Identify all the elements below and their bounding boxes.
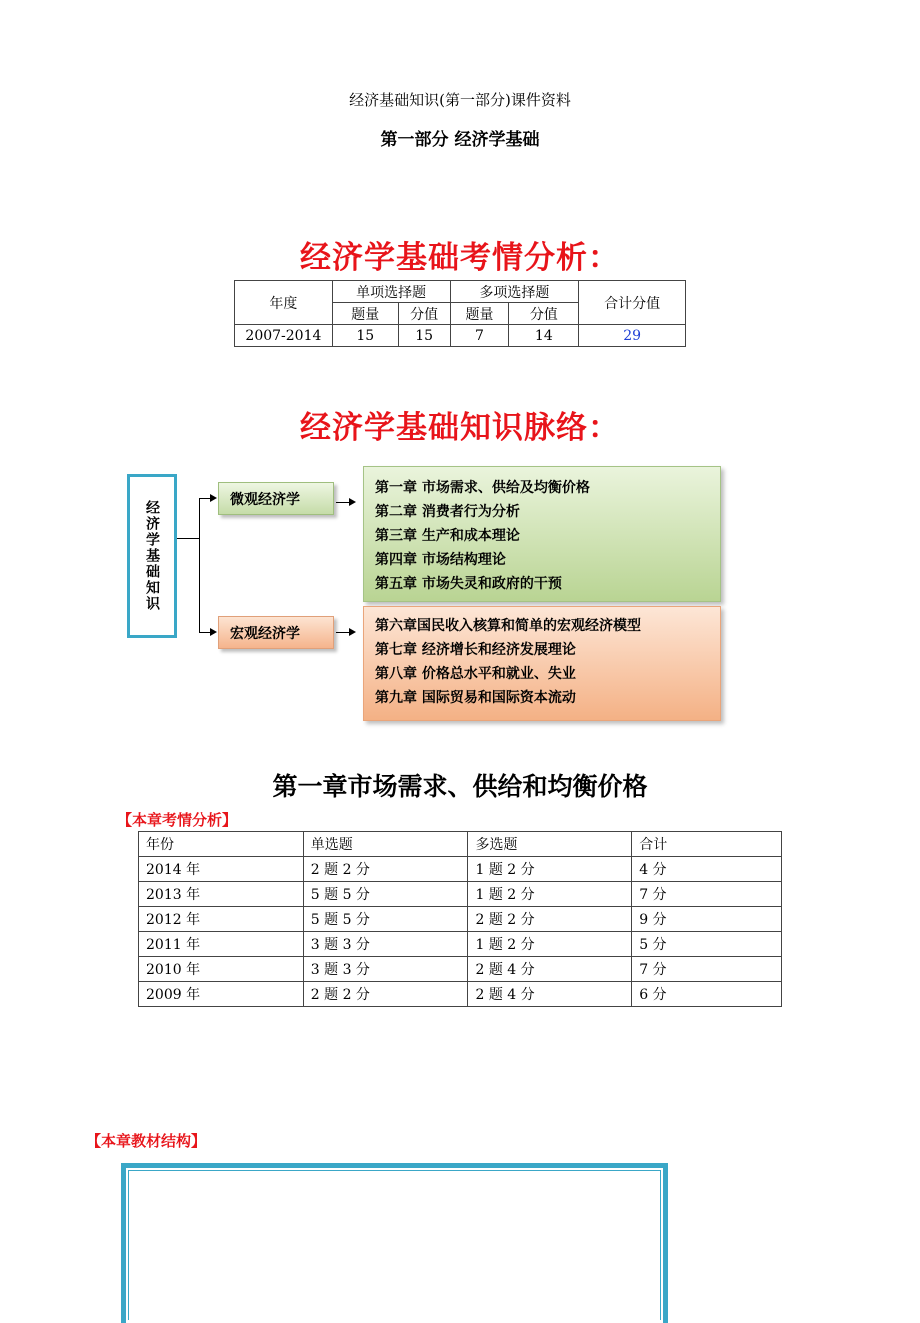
document-title: 经济基础知识(第一部分)课件资料: [349, 91, 571, 109]
cell-multi-score: 14: [509, 325, 579, 347]
chapter-item: 第二章 消费者行为分析: [375, 504, 520, 520]
knowledge-map-heading: 经济学基础知识脉络：: [300, 410, 620, 446]
sub-count: 题量: [450, 303, 509, 325]
table-cell: 2009 年: [139, 982, 304, 1007]
table-cell: 2 题 2 分: [468, 907, 632, 932]
header-cell: 年份: [139, 832, 304, 857]
table-row: [139, 857, 782, 882]
table-cell: 2012 年: [139, 907, 304, 932]
table-cell: 2 题 2 分: [303, 982, 468, 1007]
structure-label: 【本章教材结构】: [86, 1132, 207, 1150]
table-cell: 5 题 5 分: [303, 907, 468, 932]
micro-chapters-box: [363, 466, 721, 602]
sub-score: 分值: [398, 303, 450, 325]
col-multi: 多项选择题: [450, 281, 579, 303]
table-row: [139, 982, 782, 1007]
micro-node: 微观经济学: [218, 482, 334, 515]
table-cell: 2 题 4 分: [468, 982, 632, 1007]
chapter-item: 第九章 国际贸易和国际资本流动: [375, 690, 576, 706]
table-cell: 5 分: [632, 932, 782, 957]
table-cell: 2010 年: [139, 957, 304, 982]
part-title: 第一部分 经济学基础: [380, 130, 540, 150]
macro-chapters-box: [363, 606, 721, 721]
analysis-label: 【本章考情分析】: [117, 811, 238, 829]
chapter-item: 第一章 市场需求、供给及均衡价格: [375, 480, 590, 496]
macro-node: 宏观经济学: [218, 616, 334, 649]
sub-score: 分值: [509, 303, 579, 325]
table-cell: 2013 年: [139, 882, 304, 907]
table-row: [139, 957, 782, 982]
table-cell: 6 分: [632, 982, 782, 1007]
structure-frame-inner: [128, 1170, 661, 1320]
table-cell: 9 分: [632, 907, 782, 932]
table-cell: 2014 年: [139, 857, 304, 882]
table-cell: 1 题 2 分: [468, 932, 632, 957]
chapter-title: 第一章市场需求、供给和均衡价格: [272, 772, 648, 801]
cell-multi-count: 7: [450, 325, 509, 347]
chapter-item: 第四章 市场结构理论: [375, 552, 506, 568]
table-cell: 1 题 2 分: [468, 882, 632, 907]
table-cell: 3 题 3 分: [303, 932, 468, 957]
table-cell: 7 分: [632, 957, 782, 982]
table-row: [235, 325, 686, 347]
root-node: [127, 474, 177, 638]
table-cell: 2 题 2 分: [303, 857, 468, 882]
arrow-icon: [210, 628, 217, 636]
table-row: [139, 932, 782, 957]
col-single: 单项选择题: [332, 281, 450, 303]
col-year: 年度: [235, 281, 333, 325]
chapter-item: 第八章 价格总水平和就业、失业: [375, 666, 576, 682]
connector-line: [199, 498, 200, 632]
arrow-icon: [349, 628, 356, 636]
table-cell: 3 题 3 分: [303, 957, 468, 982]
table-cell: 5 题 5 分: [303, 882, 468, 907]
chapter-item: 第七章 经济增长和经济发展理论: [375, 642, 576, 658]
header-cell: 多选题: [468, 832, 632, 857]
cell-single-score: 15: [398, 325, 450, 347]
header-cell: 合计: [632, 832, 782, 857]
cell-year: 2007-2014: [235, 325, 333, 347]
exam-analysis-heading: 经济学基础考情分析：: [300, 240, 620, 276]
table-cell: 2 题 4 分: [468, 957, 632, 982]
table-cell: 7 分: [632, 882, 782, 907]
connector-line: [336, 502, 350, 503]
arrow-icon: [210, 494, 217, 502]
arrow-icon: [349, 498, 356, 506]
chapter-analysis-table: [138, 831, 782, 1007]
table-row: [139, 907, 782, 932]
table-cell: 4 分: [632, 857, 782, 882]
cell-single-count: 15: [332, 325, 398, 347]
connector-line: [177, 538, 199, 539]
table-cell: 1 题 2 分: [468, 857, 632, 882]
col-total: 合计分值: [579, 281, 686, 325]
chapter-item: 第五章 市场失灵和政府的干预: [375, 576, 562, 592]
root-node-label: 经济学基础知识: [144, 500, 160, 612]
cell-total: 29: [579, 325, 686, 347]
header-cell: 单选题: [303, 832, 468, 857]
connector-line: [336, 632, 350, 633]
chapter-item: 第六章国民收入核算和简单的宏观经济模型: [375, 618, 641, 634]
table-cell: 2011 年: [139, 932, 304, 957]
sub-count: 题量: [332, 303, 398, 325]
exam-analysis-table: [234, 280, 686, 347]
table-row: [139, 882, 782, 907]
chapter-item: 第三章 生产和成本理论: [375, 528, 520, 544]
table-header-row: [139, 832, 782, 857]
